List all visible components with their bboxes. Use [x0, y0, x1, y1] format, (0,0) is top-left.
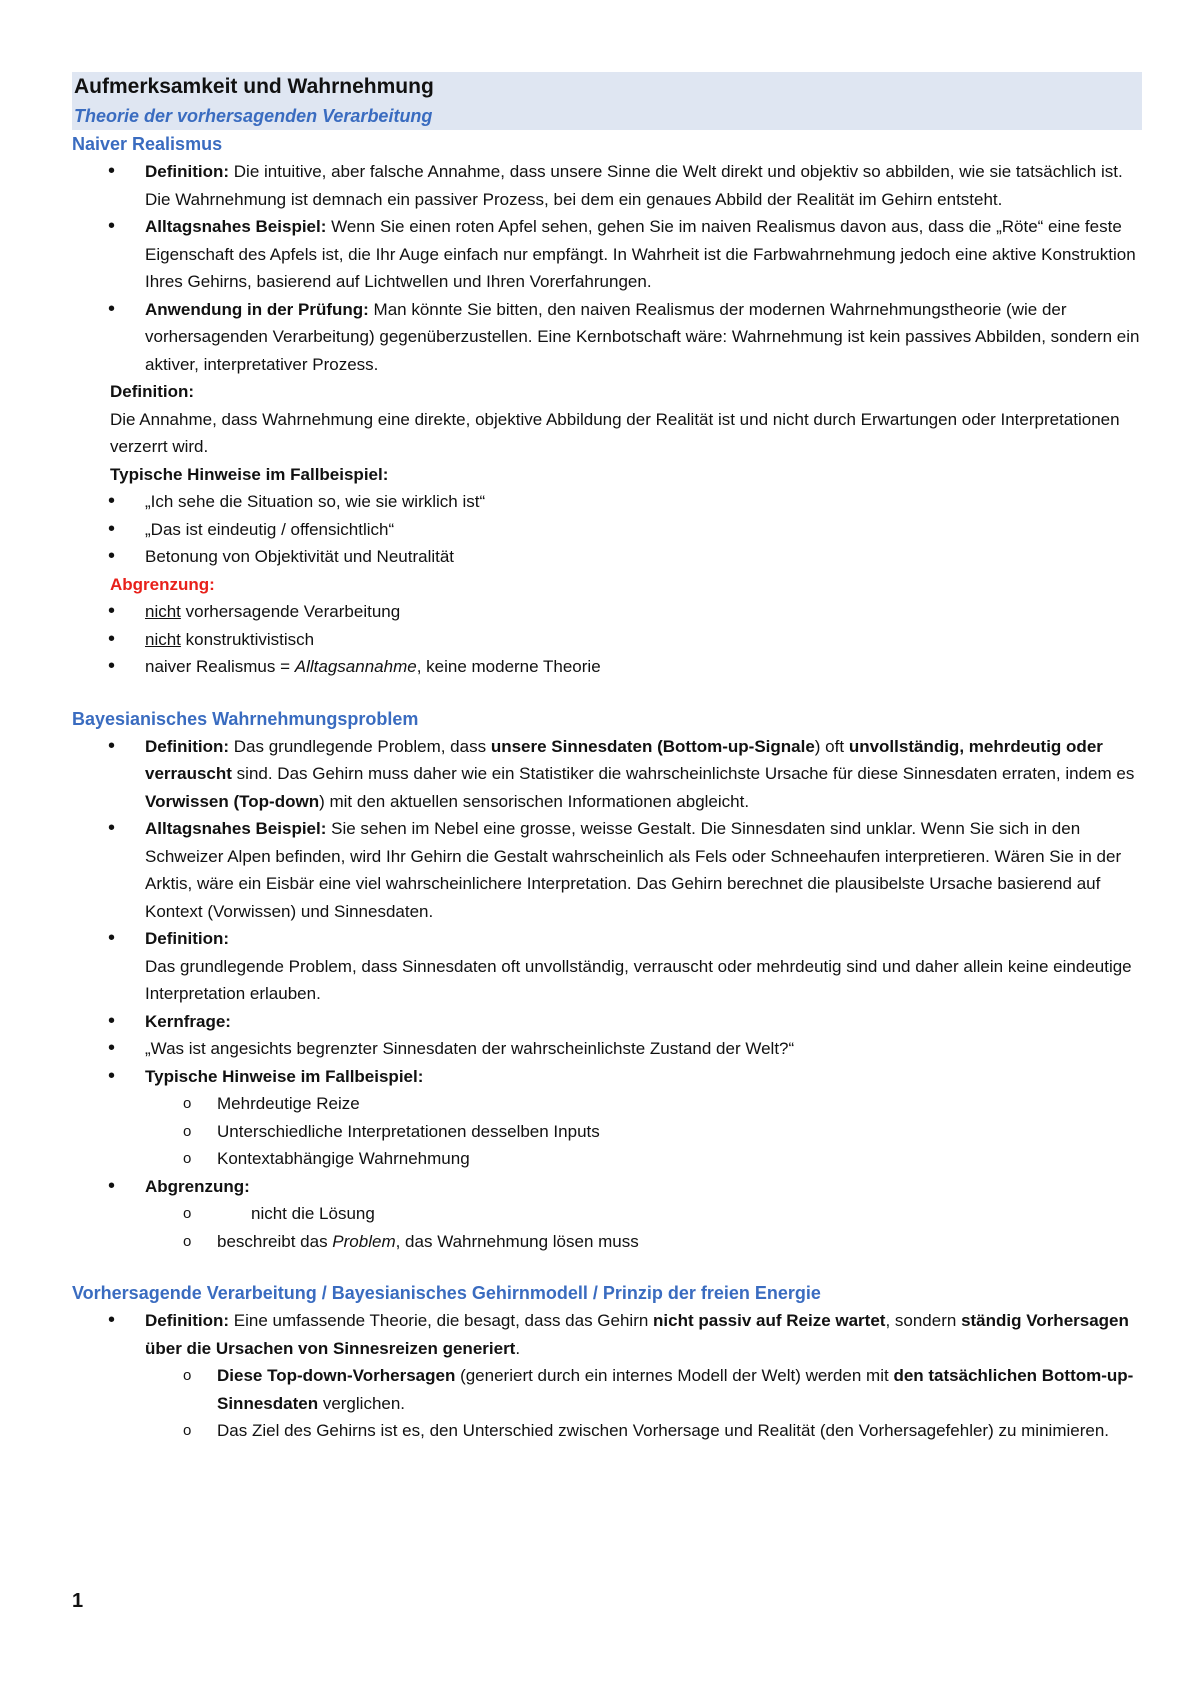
- sub-list: [145, 1200, 1142, 1255]
- abgrenzung-list: [72, 598, 1142, 681]
- naiver-realismus-list: [72, 158, 1142, 378]
- item-text: sind. Das Gehirn muss daher wie ein Statistiker die wahrscheinlichste Ursache für diese Sinnesdaten erraten, indem es: [231, 764, 1135, 783]
- bold-text: nicht passiv auf Reize wartet: [653, 1311, 886, 1330]
- sub-list-item: [145, 1200, 1142, 1228]
- item-text: (generiert durch ein internes Modell der Welt) werden mit: [455, 1366, 894, 1385]
- list-item: [72, 925, 1142, 1008]
- item-text: ) oft: [814, 736, 849, 756]
- item-text: Wenn Sie einen roten Apfel sehen, gehen Sie im naiven Realismus davon aus, dass die „Röte“ eine feste Eigenschaft des Apfels ist, die Ihr Auge einfach nur empfängt. In Wahrheit ist die Farbwahrnehmung jedoch eine aktive Konstruktion Ihres Gehirns, basierend auf Lichtwellen und Ihren Vorerfahrungen.: [145, 217, 1136, 291]
- hints-list: [72, 488, 1142, 571]
- item-text: Das grundlegende Problem, dass: [229, 736, 491, 756]
- sub-list: [145, 1090, 1142, 1173]
- sub-list-item: o Unterschiedliche Interpretationen desselben Inputs: [145, 1118, 1142, 1146]
- list-item: • „Ich sehe die Situation so, wie sie wirklich ist“: [72, 488, 1142, 516]
- item-text: , das Wahrnehmung lösen muss: [395, 1231, 639, 1251]
- item-text: .: [515, 1338, 521, 1358]
- list-item: [72, 815, 1142, 925]
- item-text: Das grundlegende Problem, dass Sinnesdaten oft unvollständig, verrauscht oder mehrdeutig sind und daher allein keine eindeutige Interpretation erlauben.: [145, 956, 1132, 1003]
- item-text: naiver Realismus =: [145, 657, 295, 676]
- item-text: , sondern: [885, 1311, 962, 1330]
- sub-list-item: o Mehrdeutige Reize: [145, 1090, 1142, 1118]
- item-text: konstruktivistisch: [180, 629, 315, 649]
- sub-list-item: o Das Ziel des Gehirns ist es, den Unterschied zwischen Vorhersage und Realität (den Vorhersagefehler) zu minimieren.: [145, 1417, 1142, 1445]
- page-number: 1: [72, 1590, 84, 1612]
- item-text: Die intuitive, aber falsche Annahme, dass unsere Sinne die Welt direkt und objektiv so abbilden, wie sie tatsächlich ist. Die Wahrnehmung ist demnach ein passiver Prozess, bei dem ein genaues Abbild der Realität im Gehirn entsteht.: [145, 162, 1123, 209]
- abgrenzung-label: Abgrenzung:: [110, 574, 215, 594]
- italic-text: Alltagsannahme: [294, 657, 417, 676]
- list-item: [72, 626, 1142, 654]
- item-label: Typische Hinweise im Fallbeispiel:: [145, 1066, 424, 1086]
- bold-text: ständig Vorhersagen über die Ursachen von Sinnesreizen generiert: [145, 1311, 1129, 1358]
- list-item: [72, 598, 1142, 626]
- item-label: Abgrenzung:: [145, 1176, 250, 1196]
- item-label: Definition:: [145, 1311, 230, 1330]
- item-label: Definition:: [145, 736, 230, 756]
- section-heading-naiver-realismus: Naiver Realismus: [72, 134, 223, 154]
- list-item: [72, 296, 1142, 379]
- vorhersagende-list: [72, 1307, 1142, 1445]
- hints-label: Typische Hinweise im Fallbeispiel:: [110, 464, 389, 484]
- list-item: [72, 1063, 1142, 1173]
- section-heading-bayesianisches-problem: Bayesianisches Wahrnehmungsproblem: [72, 708, 419, 729]
- list-item: [72, 1307, 1142, 1445]
- sub-list-item: [145, 1228, 1142, 1256]
- list-item: [72, 733, 1142, 816]
- italic-text: Problem: [332, 1231, 396, 1251]
- item-label: Kernfrage:: [145, 1011, 231, 1031]
- item-text: Man könnte Sie bitten, den naiven Realismus der modernen Wahrnehmungstheorie (wie der vorhersagenden Verarbeitung) gegenüberzustellen. Eine Kernbotschaft wäre: Wahrnehmung ist kein passives Abbilden, sondern ein aktiver, interpretativer Prozess.: [145, 299, 1140, 374]
- document-content: [72, 72, 1142, 1445]
- bold-text: unvollständig, mehrdeutig oder verrauscht: [145, 736, 1103, 783]
- list-item: [72, 213, 1142, 296]
- underlined-text: nicht: [145, 629, 181, 649]
- list-item: • „Was ist angesichts begrenzter Sinnesdaten der wahrscheinlichste Zustand der Welt?“: [72, 1035, 1142, 1063]
- item-text: verglichen.: [318, 1393, 406, 1413]
- item-text: Eine umfassende Theorie, die besagt, dass das Gehirn: [229, 1311, 654, 1330]
- item-label: Alltagsnahes Beispiel:: [145, 217, 327, 236]
- bold-text: Diese Top-down-Vorhersagen: [217, 1366, 456, 1385]
- item-text: Sie sehen im Nebel eine grosse, weisse Gestalt. Die Sinnesdaten sind unklar. Wenn Sie sich in den Schweizer Alpen befinden, wird Ihr Gehirn die Gestalt wahrscheinlich als Fels oder Schneehaufen interpretieren. Wären Sie in der Arktis, wäre ein Eisbär eine viel wahrscheinlichere Interpretation. Das Gehirn berechnet die plausibelste Ursache basierend auf Kontext (Vorwissen) und Sinnesdaten.: [145, 819, 1122, 921]
- item-text: beschreibt das: [217, 1231, 333, 1251]
- item-text: vorhersagende Verarbeitung: [180, 602, 401, 621]
- list-item: [72, 653, 1142, 681]
- definition-text: Die Annahme, dass Wahrnehmung eine direkte, objektive Abbildung der Realität ist und nicht durch Erwartungen oder Interpretationen verzerrt wird.: [110, 409, 1120, 456]
- bold-text: Vorwissen (Top-down: [145, 791, 320, 811]
- item-label: Definition:: [145, 162, 230, 181]
- definition-label: Definition:: [110, 382, 195, 401]
- item-label: Alltagsnahes Beispiel:: [145, 819, 327, 838]
- sub-list-item: [145, 1362, 1142, 1417]
- bold-text: unsere Sinnesdaten (Bottom-up-Signale: [490, 736, 815, 756]
- item-label: Definition:: [145, 929, 230, 948]
- sub-list: [145, 1362, 1142, 1445]
- document-title: Aufmerksamkeit und Wahrnehmung: [72, 72, 1142, 102]
- document-subtitle: Theorie der vorhersagenden Verarbeitung: [72, 102, 1142, 130]
- list-item: [72, 158, 1142, 213]
- bayes-problem-list: [72, 733, 1142, 1256]
- item-text: ) mit den aktuellen sensorischen Informationen abgleicht.: [319, 791, 750, 811]
- item-label: Anwendung in der Prüfung:: [145, 299, 369, 319]
- section-heading-vorhersagende-verarbeitung: Vorhersagende Verarbeitung / Bayesianisches Gehirnmodell / Prinzip der freien Energie: [72, 1283, 821, 1303]
- list-item: • Betonung von Objektivität und Neutralität: [72, 543, 1142, 571]
- list-item: [72, 1008, 1142, 1036]
- item-text: , keine moderne Theorie: [416, 657, 601, 676]
- item-text: nicht die Lösung: [251, 1204, 375, 1223]
- underlined-text: nicht: [145, 602, 181, 621]
- sub-list-item: o Kontextabhängige Wahrnehmung: [145, 1145, 1142, 1173]
- list-item: • „Das ist eindeutig / offensichtlich“: [72, 516, 1142, 544]
- list-item: [72, 1173, 1142, 1256]
- bold-text: den tatsächlichen Bottom-up-Sinnesdaten: [217, 1366, 1134, 1413]
